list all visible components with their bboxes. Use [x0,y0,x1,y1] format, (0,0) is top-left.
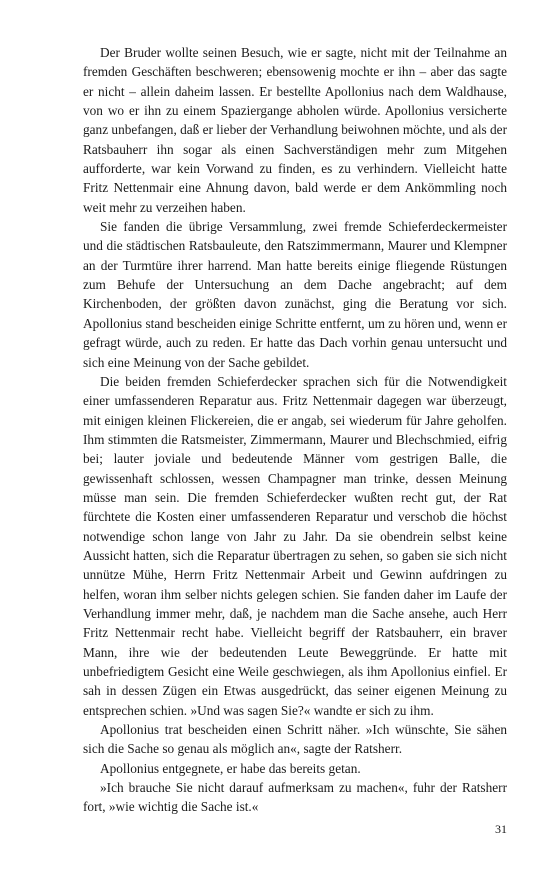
body-text [83,43,507,817]
paragraph-6: »Ich brauche Sie nicht darauf aufmerksam zu machen«, fuhr der Ratsherr fort, »wie wichtig die Sache ist.« [83,780,507,815]
page-number: 31 [495,822,507,836]
paragraph-3: Die beiden fremden Schieferdecker sprachen sich für die Notwendigkeit einer umfassenderen Reparatur aus. Fritz Nettenmair dagegen war überzeugt, mit einigen kleinen Flickereien, die er angab, sei wiederum für Jahre geholfen. Ihm stimmten die Ratsmeister, Zimmermann, Maurer und Blechschmied, eifrig bei; lauter joviale und bedeutende Männer vom gestrigen Balle, die gewissenhaft schlossen, wessen Champagner man trinke, dessen Meinung müsse man sein. Die fremden Schieferdecker wußten recht gut, der Rat fürchtete die Kosten einer umfassenderen Reparatur und verschob die höchst notwendige schon lange von Jahr zu Jahr. Da sie obendrein selbst keine Aussicht hatten, sich die Reparatur übertragen zu sehen, so gaben sie sich nicht unnütze Mühe, Herrn Fritz Nettenmair Arbeit und Gewinn aufdringen zu helfen, woran ihm selber nichts gelegen schien. Sie fanden daher im Laufe der Verhandlung immer mehr, daß, je nachdem man die Sache ansehe, auch Herr Fritz Nettenmair recht habe. Vielleicht begriff der Ratsbauherr, ein braver Mann, ihre wie der bedeutenden Leute Beweggründe. Er hatte mit unbefriedigtem Gesicht eine Weile geschwiegen, als ihm Apollonius einfiel. Er sah in dessen Zügen ein Etwas ausgedrückt, das seiner eigenen Meinung zu entsprechen schien. »Und was sagen Sie?« wandte er sich zu ihm. [83,373,507,718]
paragraph-2: Sie fanden die übrige Versammlung, zwei fremde Schieferdeckermeister und die städtischen Ratsbauleute, den Ratszimmermann, Maurer und Klempner an der Turmtüre ihrer harrend. Man hatte bereits einige fliegende Rüstungen zum Behufe der Untersuchung an dem Dache angebracht; auf dem Kirchenboden, der größten davon zunächst, ging die Beratung vor sich. Apollonius stand bescheiden einige Schritte entfernt, um zu hören und, wenn er gefragt würde, auch zu reden. Er hatte das Dach vorhin genau untersucht und sich eine Meinung von der Sache gebildet. [83,219,507,370]
paragraph-5: Apollonius entgegnete, er habe das bereits getan. [100,760,361,776]
paragraph-4: Apollonius trat bescheiden einen Schritt näher. »Ich wünschte, Sie sähen sich die Sache so genau als möglich an«, sagte der Ratsherr. [83,722,507,757]
paragraph-1: Der Bruder wollte seinen Besuch, wie er sagte, nicht mit der Teilnahme an fremden Geschäften beschweren; ebensowenig mochte er ihn – aber das sagte er nicht – allein daheim lassen. Er bestellte Apollonius nach dem Waldhause, von wo er ihn zu einem Spaziergange abholen würde. Apollonius versicherte ganz unbefangen, daß er lieber der Verhandlung beiwohnen möchte, und als der Ratsbauherr ihn sogar als einen Sachverständigen mehr zum Mitgehen aufforderte, war kein Vorwand zu finden, es zu verhindern. Vielleicht hatte Fritz Nettenmair eine Ahnung davon, bald werde er dem Ankömmling noch weit mehr zu verzeihen haben. [83,45,507,215]
